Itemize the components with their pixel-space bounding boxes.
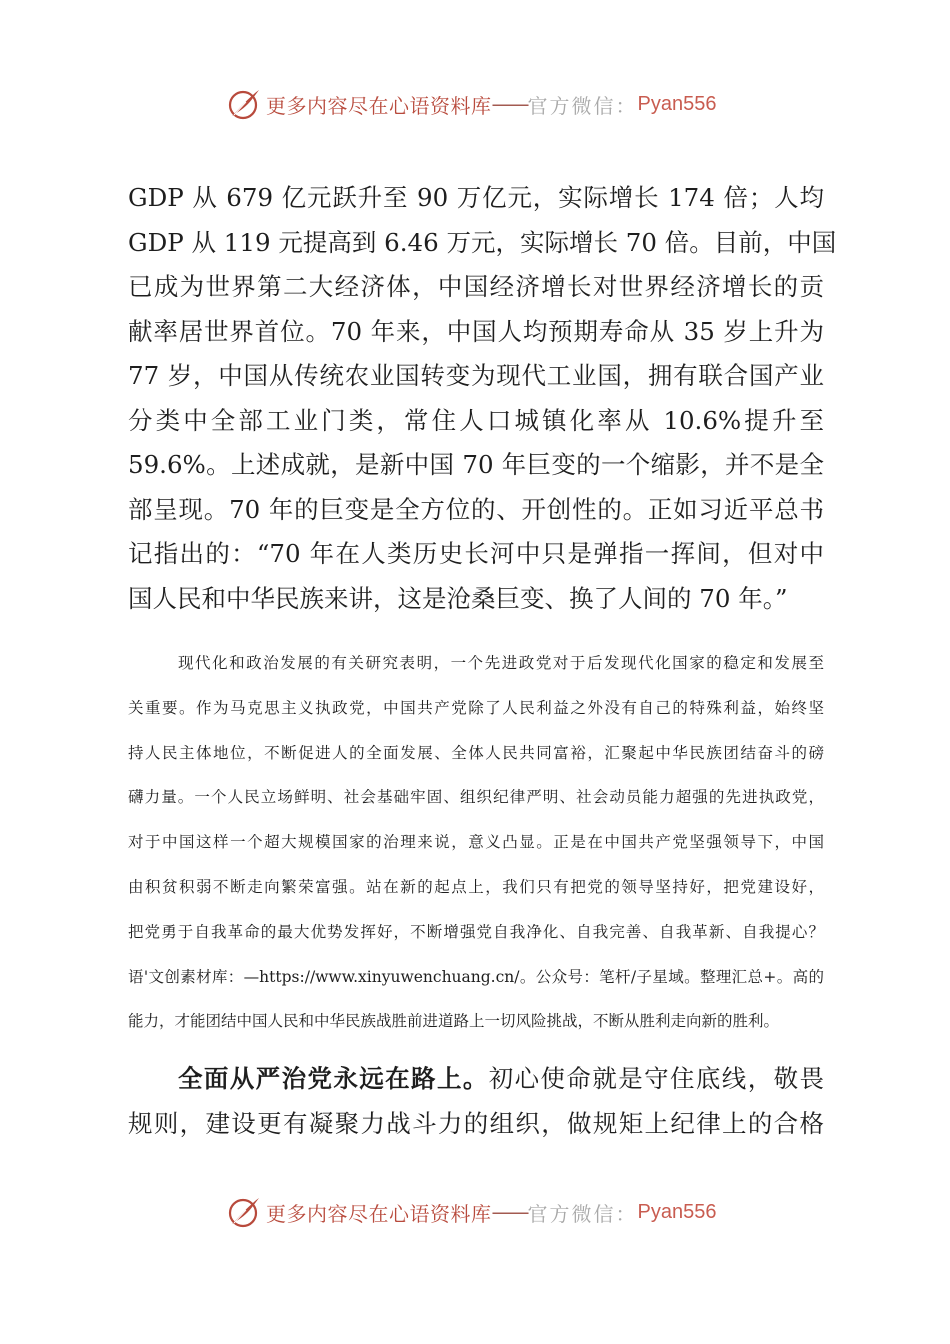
text-line: 关重要。作为马克思主义执政党，中国共产党除了人民利益之外没有自己的特殊利益，始终坚	[128, 698, 824, 717]
text-line	[128, 1057, 824, 1102]
banner-wechat-label: 官方微信：	[527, 93, 638, 118]
text-line: 分类中全部工业门类，常住人口城镇化率从 10.6%提升至	[128, 405, 824, 435]
text-line: 持人民主体地位，不断促进人的全面发展、全体人民共同富裕，汇聚起中华民族团结奋斗的磅	[128, 743, 824, 762]
banner-text: 更多内容尽在心语资料库	[266, 93, 492, 118]
paragraph-party-leadership	[128, 641, 824, 1044]
text-line: 献率居世界首位。70 年来，中国人均预期寿命从 35 岁上升为	[128, 316, 824, 346]
paragraph-strict-governance	[128, 1057, 824, 1146]
banner-separator: ——	[491, 92, 528, 116]
text-line: 77 岁，中国从传统农业国转变为现代工业国，拥有联合国产业	[128, 361, 824, 390]
text-line: GDP 从 679 亿元跃升至 90 万亿元，实际增长 174 倍；人均	[128, 183, 824, 212]
footer-banner	[226, 1192, 746, 1232]
text-line: 记指出的：“70 年在人类历史长河中只是弹指一挥间，但对中	[128, 539, 824, 568]
text-line: 能力，才能团结中国人民和中华民族战胜前进道路上一切风险挑战，不断从胜利走向新的胜利。	[128, 1012, 780, 1031]
feather-logo-icon	[226, 86, 262, 122]
text-line: 礴力量。一个人民立场鲜明、社会基础牢固、组织纪律严明、社会动员能力超强的先进执政党，	[128, 788, 824, 807]
bold-lead-sentence: 全面从严治党永远在路上。	[178, 1064, 489, 1093]
text-line: 语'文创素材库：—https://www.xinyuwenchuang.cn/。公众号：笔杆/子星域。整理汇总+。高的	[128, 967, 824, 986]
text-line: 现代化和政治发展的有关研究表明，一个先进政党对于后发现代化国家的稳定和发展至	[178, 654, 824, 672]
text-line: 部呈现。70 年的巨变是全方位的、开创性的。正如习近平总书	[128, 494, 824, 524]
text-line: 59.6%。上述成就，是新中国 70 年巨变的一个缩影，并不是全	[128, 450, 824, 479]
text-line: 国人民和中华民族来讲，这是沧桑巨变、换了人间的 70 年。”	[128, 583, 788, 613]
text-line: 已成为世界第二大经济体，中国经济增长对世界经济增长的贡	[128, 272, 824, 301]
text-line: 对于中国这样一个超大规模国家的治理来说，意义凸显。正是在中国共产党坚强领导下，中国	[128, 833, 824, 852]
banner-separator: ——	[491, 1200, 528, 1224]
text-line: 把党勇于自我革命的最大优势发挥好，不断增强党自我净化、自我完善、自我革新、自我提心？	[128, 922, 824, 941]
banner-wechat-id: Pyan556	[637, 92, 717, 115]
text-line: 由积贫积弱不断走向繁荣富强。站在新的起点上，我们只有把党的领导坚持好，把党建设好，	[128, 877, 824, 896]
banner-wechat-label: 官方微信：	[527, 1201, 638, 1226]
paragraph-achievements	[128, 176, 837, 621]
header-banner	[226, 84, 746, 124]
banner-wechat-id: Pyan556	[637, 1200, 717, 1223]
banner-text: 更多内容尽在心语资料库	[266, 1201, 492, 1226]
feather-logo-icon	[226, 1194, 262, 1230]
text-run: 初心使命就是守住底线，敬畏	[488, 1064, 824, 1093]
text-line: GDP 从 119 元提高到 6.46 万元，实际增长 70 倍。目前，中国	[128, 227, 837, 257]
text-line: 规则，建设更有凝聚力战斗力的组织，做规矩上纪律上的合格	[128, 1108, 824, 1138]
